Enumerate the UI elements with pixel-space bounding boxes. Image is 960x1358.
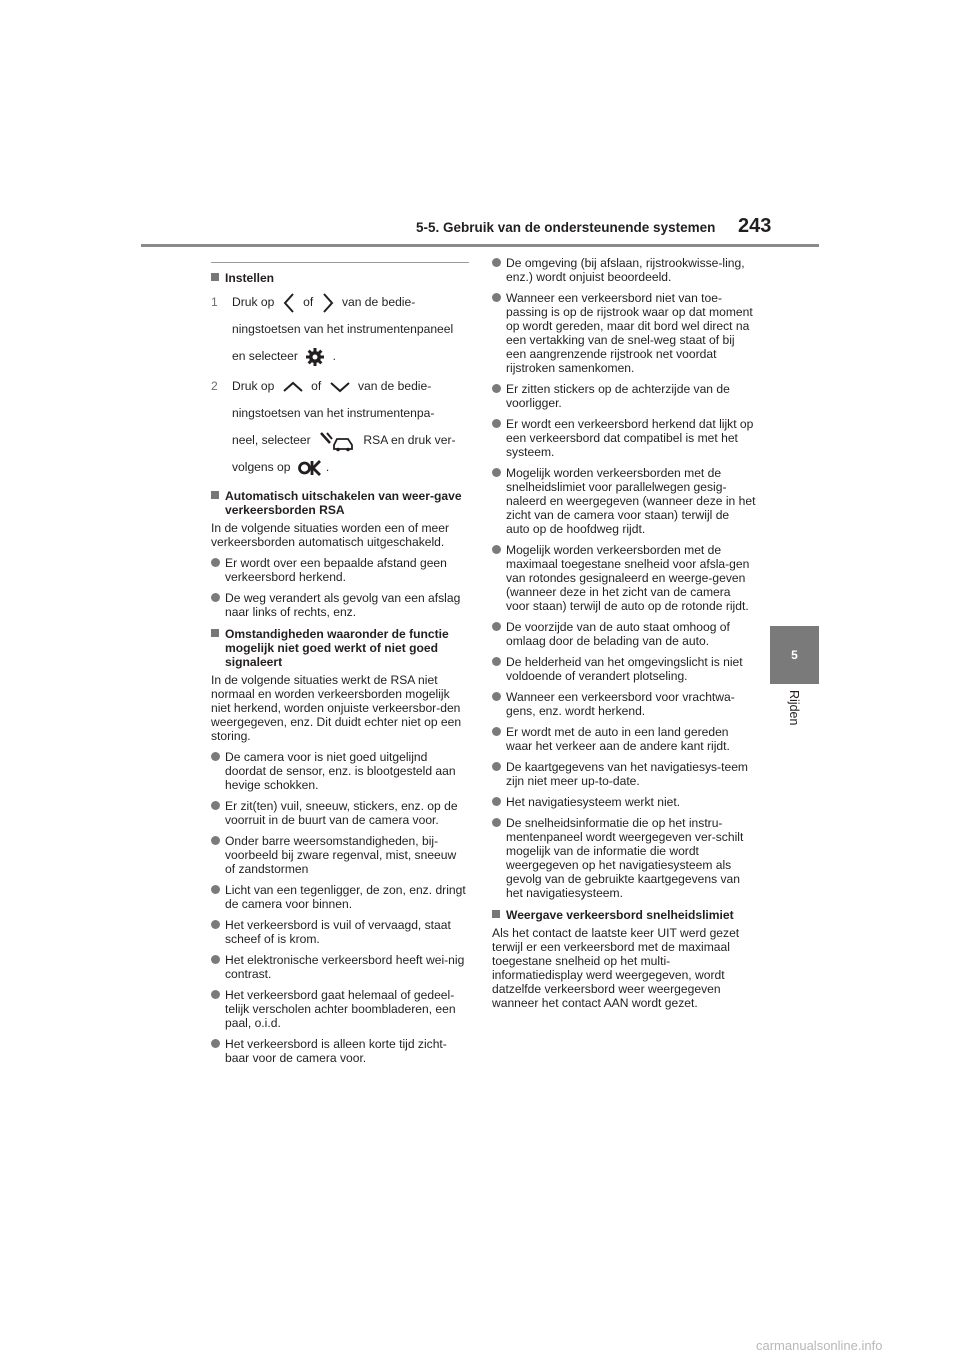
list-item: Het navigatiesysteem werkt niet. [492,795,756,809]
bullet-icon [492,818,501,827]
header-divider [141,244,819,247]
step-2: 2 Druk op of van de bedie- ningstoetsen van het instrumentenpa- neel, selecteer RSA en druk ver- volgens op . [211,373,469,481]
list-item: De helderheid van het omgevingslicht is niet voldoende of verandert plotseling. [492,655,756,683]
bullet-icon [492,692,501,701]
list-item: Het elektronische verkeersbord heeft wei-nig contrast. [211,953,469,981]
step-1: 1 Druk op of van de bedie- ningstoetsen van het instrumentenpaneel en selecteer . [211,289,469,370]
watermark: carmanualsonline.info [756,1338,883,1353]
bullet-list [211,556,469,619]
list-item: Er zitten stickers op de achterzijde van de voorligger. [492,382,756,410]
bullet-icon [492,797,501,806]
list-item: Licht van een tegenligger, de zon, enz. dringt de camera voor binnen. [211,883,469,911]
ok-button-icon [298,460,322,476]
list-item: Wanneer een verkeersbord niet van toe-passing is op de rijstrook waar op dat moment op wordt gereden, maar dit bord wel direct na een vertakking van de snel-weg staat of bij een aangrenzende rijstrook net voordat rijstroken samenkomen. [492,291,756,375]
chapter-number: 5 [791,648,798,662]
bullet-icon [211,955,220,964]
chapter-tab [770,626,819,684]
section-marker-icon [492,910,500,918]
section-intro: In de volgende situaties worden een of meer verkeersborden automatisch uitgeschakeld. [211,521,449,549]
section-text: Als het contact de laatste keer UIT werd gezet terwijl er een verkeersbord met de maximaal toegestane snelheid op het multi-informatiedisplay werd weergegeven, wordt datzelfde verkeersbord weer weergegeven wanneer het contact AAN wordt gezet. [492,926,740,1010]
list-item: Er wordt een verkeersbord herkend dat lijkt op een verkeersbord dat compatibel is met het systeem. [492,417,756,459]
list-item: Mogelijk worden verkeersborden met de snelheidslimiet voor parallelwegen gesig-naleerd en weergegeven (wanneer deze in het zicht van de camera voor staan) terwijl de auto op de hoofdweg rijdt. [492,466,756,536]
list-item: Onder barre weersomstandigheden, bij-voorbeeld bij zware regenval, mist, sneeuw of zandstormen [211,834,469,876]
list-item: De kaartgegevens van het navigatiesys-teem zijn niet meer up-to-date. [492,760,756,788]
section-intro: In de volgende situaties werkt de RSA niet normaal en worden verkeersborden mogelijk niet herkend, worden onjuiste verkeersbor-den weergegeven, enz. Dit duidt echter niet op een storing. [211,673,462,743]
driving-assist-car-icon [318,430,356,452]
bullet-icon [211,990,220,999]
bullet-icon [211,801,220,810]
bullet-icon [211,885,220,894]
bullet-icon [492,622,501,631]
list-item: Mogelijk worden verkeersborden met de maximaal toegestane snelheid voor afsla-gen van rotondes gesignaleerd en weerge-geven (wanneer deze in het zicht van de camera voor staan) terwijl de auto op de rotonde rijdt. [492,543,756,613]
list-item: Er wordt met de auto in een land gereden waar het verkeer aan de andere kant rijdt. [492,725,756,753]
list-item: De camera voor is niet goed uitgelijnd doordat de sensor, enz. is blootgesteld aan hevige schokken. [211,750,469,792]
left-column [211,262,469,1072]
bullet-icon [492,545,501,554]
page-number: 243 [738,215,772,237]
bullet-icon [492,419,501,428]
bullet-icon [492,468,501,477]
list-item: De snelheidsinformatie die op het instru-mentenpaneel wordt weergegeven ver-schilt mogelijk van de informatie die wordt weergegeven op het navigatiesysteem als gevolg van de gebruikte kaartgegevens van het navigatiesysteem. [492,816,756,900]
bullet-icon [492,727,501,736]
list-item: Er wordt over een bepaalde afstand geen verkeersbord herkend. [211,556,469,584]
chevron-up-icon [282,380,304,394]
bullet-list [211,750,469,1065]
chevron-down-icon [329,380,351,394]
list-item: Het verkeersbord is vuil of vervaagd, staat scheef of is krom. [211,918,469,946]
list-item: Het verkeersbord gaat helemaal of gedeel-telijk verscholen achter boombladeren, een paal, o.i.d. [211,988,469,1030]
bullet-icon [492,762,501,771]
step-number: 2 [211,379,218,393]
chapter-label: Rijden [787,690,801,726]
bullet-icon [211,920,220,929]
bullet-icon [211,752,220,761]
column-top-divider [211,262,469,263]
section-header-title: 5-5. Gebruik van de ondersteunende systemen [416,220,716,235]
bullet-icon [211,558,220,567]
section-marker-icon [211,629,219,637]
section-heading-omstandigheden: Omstandigheden waaronder de functie mogelijk niet goed werkt of niet goed signaleert [211,627,469,669]
bullet-icon [492,293,501,302]
bullet-icon [211,593,220,602]
section-heading-auto-uitschakelen: Automatisch uitschakelen van weer-gave verkeersborden RSA [211,489,469,517]
section-heading-weergave-snelheidslimiet: Weergave verkeersbord snelheidslimiet [492,908,756,922]
list-item: De omgeving (bij afslaan, rijstrookwisse-ling, enz.) wordt onjuist beoordeeld. [492,256,756,284]
bullet-icon [211,1039,220,1048]
list-item: Er zit(ten) vuil, sneeuw, stickers, enz. op de voorruit in de buurt van de camera voor. [211,799,469,827]
right-column [492,256,756,1017]
gear-icon [305,347,325,367]
chevron-right-icon [321,292,335,314]
bullet-icon [492,258,501,267]
bullet-icon [211,836,220,845]
list-item: Wanneer een verkeersbord voor vrachtwa-gens, enz. wordt herkend. [492,690,756,718]
list-item: Het verkeersbord is alleen korte tijd zicht-baar voor de camera voor. [211,1037,469,1065]
step-number: 1 [211,295,218,309]
list-item: De voorzijde van de auto staat omhoog of omlaag door de belading van de auto. [492,620,756,648]
chevron-left-icon [282,292,296,314]
section-marker-icon [211,273,219,281]
bullet-list [492,256,756,900]
section-heading-instellen: Instellen [211,271,469,285]
list-item: De weg verandert als gevolg van een afslag naar links of rechts, enz. [211,591,469,619]
section-marker-icon [211,491,219,499]
bullet-icon [492,384,501,393]
bullet-icon [492,657,501,666]
